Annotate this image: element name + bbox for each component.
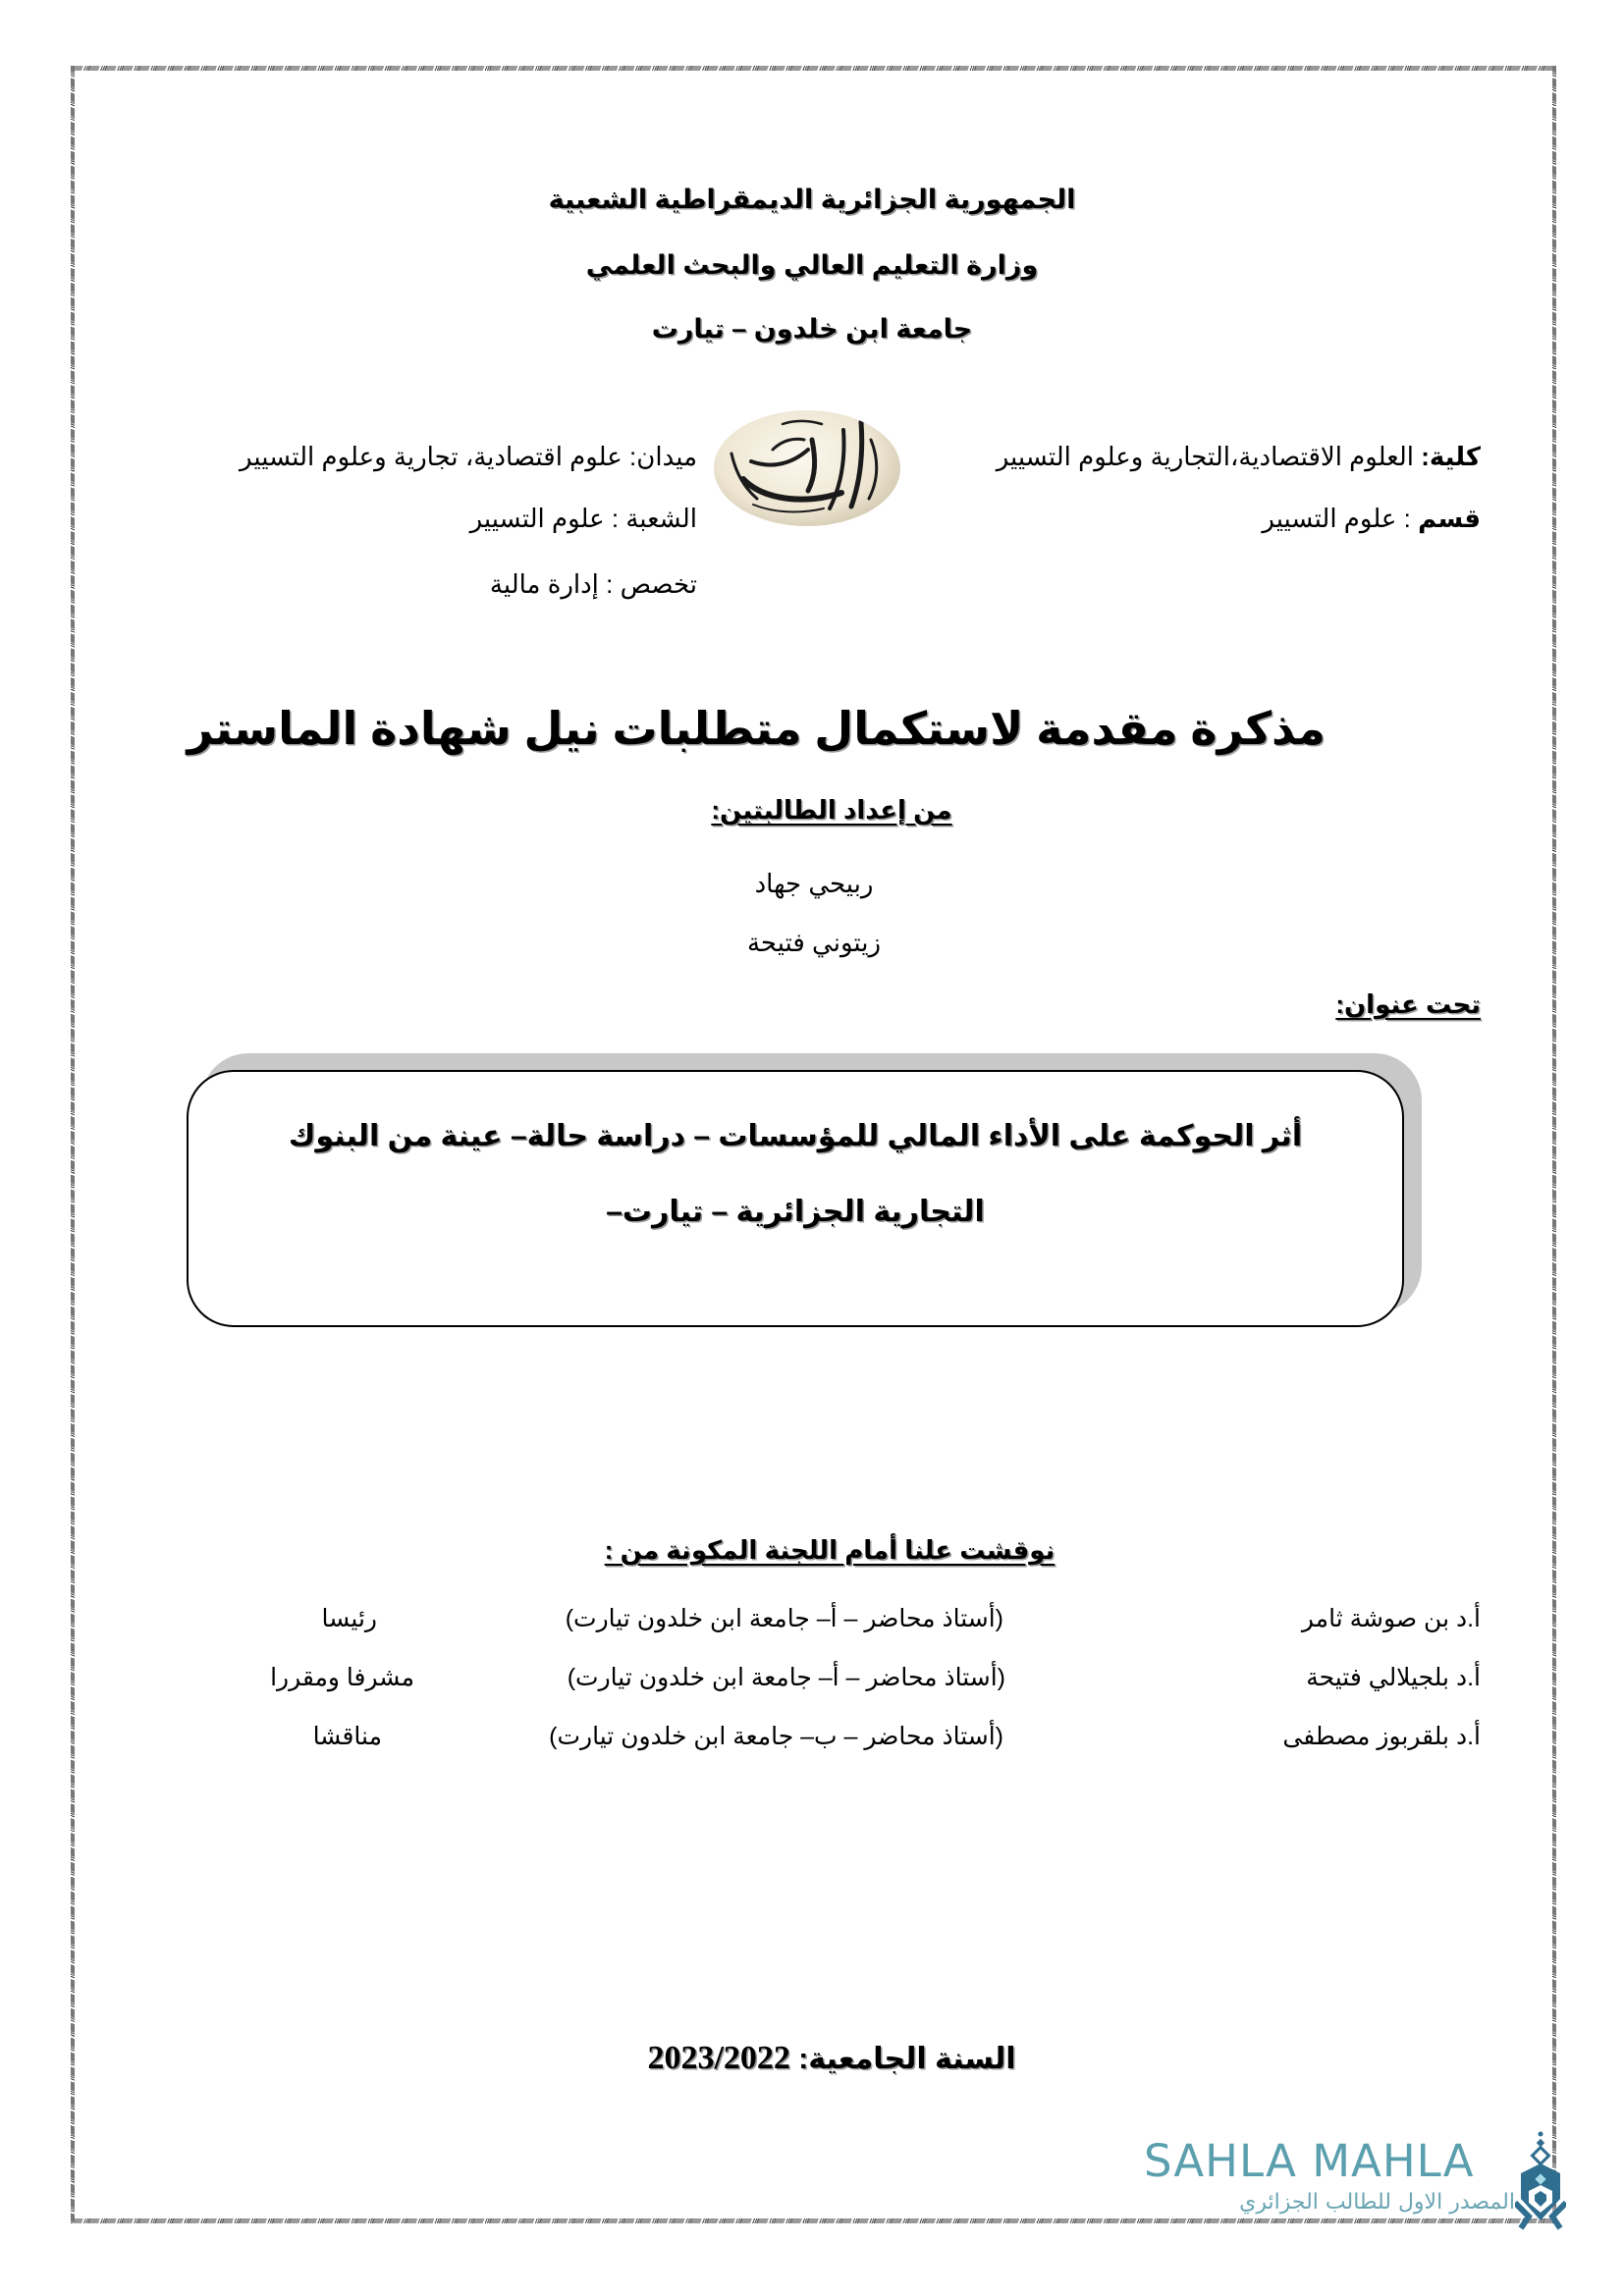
specialty-line: تخصص : إدارة مالية: [489, 569, 697, 599]
member-name: أ.د بلقربوز مصطفى: [1282, 1723, 1481, 1750]
member-name: أ.د بن صوشة ثامر: [1301, 1605, 1481, 1632]
calligraphy-emblem-icon: [714, 410, 900, 526]
watermark-brand: SAHLA MAHLA: [1144, 2135, 1475, 2187]
thesis-type-title: مذكرة مقدمة لاستكمال متطلبات نيل شهادة الماستر: [187, 703, 1326, 754]
academic-year-value: 2023/2022: [647, 2040, 790, 2076]
academic-year-label: السنة الجامعية:: [798, 2043, 1016, 2075]
subject-line-2: التجارية الجزائرية – تيارت–: [606, 1196, 985, 1228]
member-name: أ.د بلجيلالي فتيحة: [1306, 1664, 1481, 1691]
border-top: [71, 66, 1556, 71]
ministry-heading: وزارة التعليم العالي والبحث العلمي: [585, 250, 1039, 280]
under-title-label: تحت عنوان:: [1335, 989, 1481, 1019]
student-name: زيتوني فتيحة: [746, 928, 882, 957]
member-rank: (أستاذ محاضر – أ– جامعة ابن خلدون تيارت): [565, 1605, 1003, 1632]
member-role: مشرفا ومقررا: [270, 1664, 414, 1691]
subject-line-1: أثر الحوكمة على الأداء المالي للمؤسسات – دراسة حالة– عينة من البنوك: [288, 1120, 1303, 1152]
faculty-value: العلوم الاقتصادية،التجارية وعلوم التسيير: [996, 442, 1422, 471]
department-line: [1262, 504, 1481, 534]
student-name: ربيحي جهاد: [754, 869, 874, 898]
field-line: ميدان: علوم اقتصادية، تجارية وعلوم التسيير: [240, 442, 697, 471]
prepared-by-label: من إعداد الطالبتين:: [711, 795, 952, 825]
sahla-mahla-logo-icon: [1515, 2130, 1566, 2236]
academic-year: [0, 2040, 1624, 2077]
member-rank: (أستاذ محاضر – أ– جامعة ابن خلدون تيارت): [567, 1664, 1005, 1691]
border-left: [71, 66, 75, 2223]
republic-heading: الجمهورية الجزائرية الديمقراطية الشعبية: [548, 185, 1076, 214]
department-label: قسم: [1418, 504, 1481, 533]
border-right: [1552, 66, 1556, 2223]
university-heading: جامعة ابن خلدون – تيارت: [651, 314, 973, 344]
department-value: : علوم التسيير: [1262, 504, 1419, 533]
university-logo: [714, 410, 900, 526]
faculty-label: كلية:: [1421, 442, 1481, 471]
branch-line: الشعبة : علوم التسيير: [469, 504, 697, 533]
faculty-line: [997, 442, 1481, 472]
member-role: مناقشا: [312, 1723, 382, 1750]
watermark-tagline: المصدر الاول للطالب الجزائري: [1239, 2190, 1515, 2215]
member-role: رئيسا: [321, 1605, 377, 1632]
member-rank: (أستاذ محاضر – ب– جامعة ابن خلدون تيارت): [549, 1723, 1003, 1750]
committee-heading: نوقشت علنا أمام اللجنة المكونة من :: [604, 1535, 1056, 1565]
sahla-mahla-watermark: [1144, 2135, 1566, 2228]
